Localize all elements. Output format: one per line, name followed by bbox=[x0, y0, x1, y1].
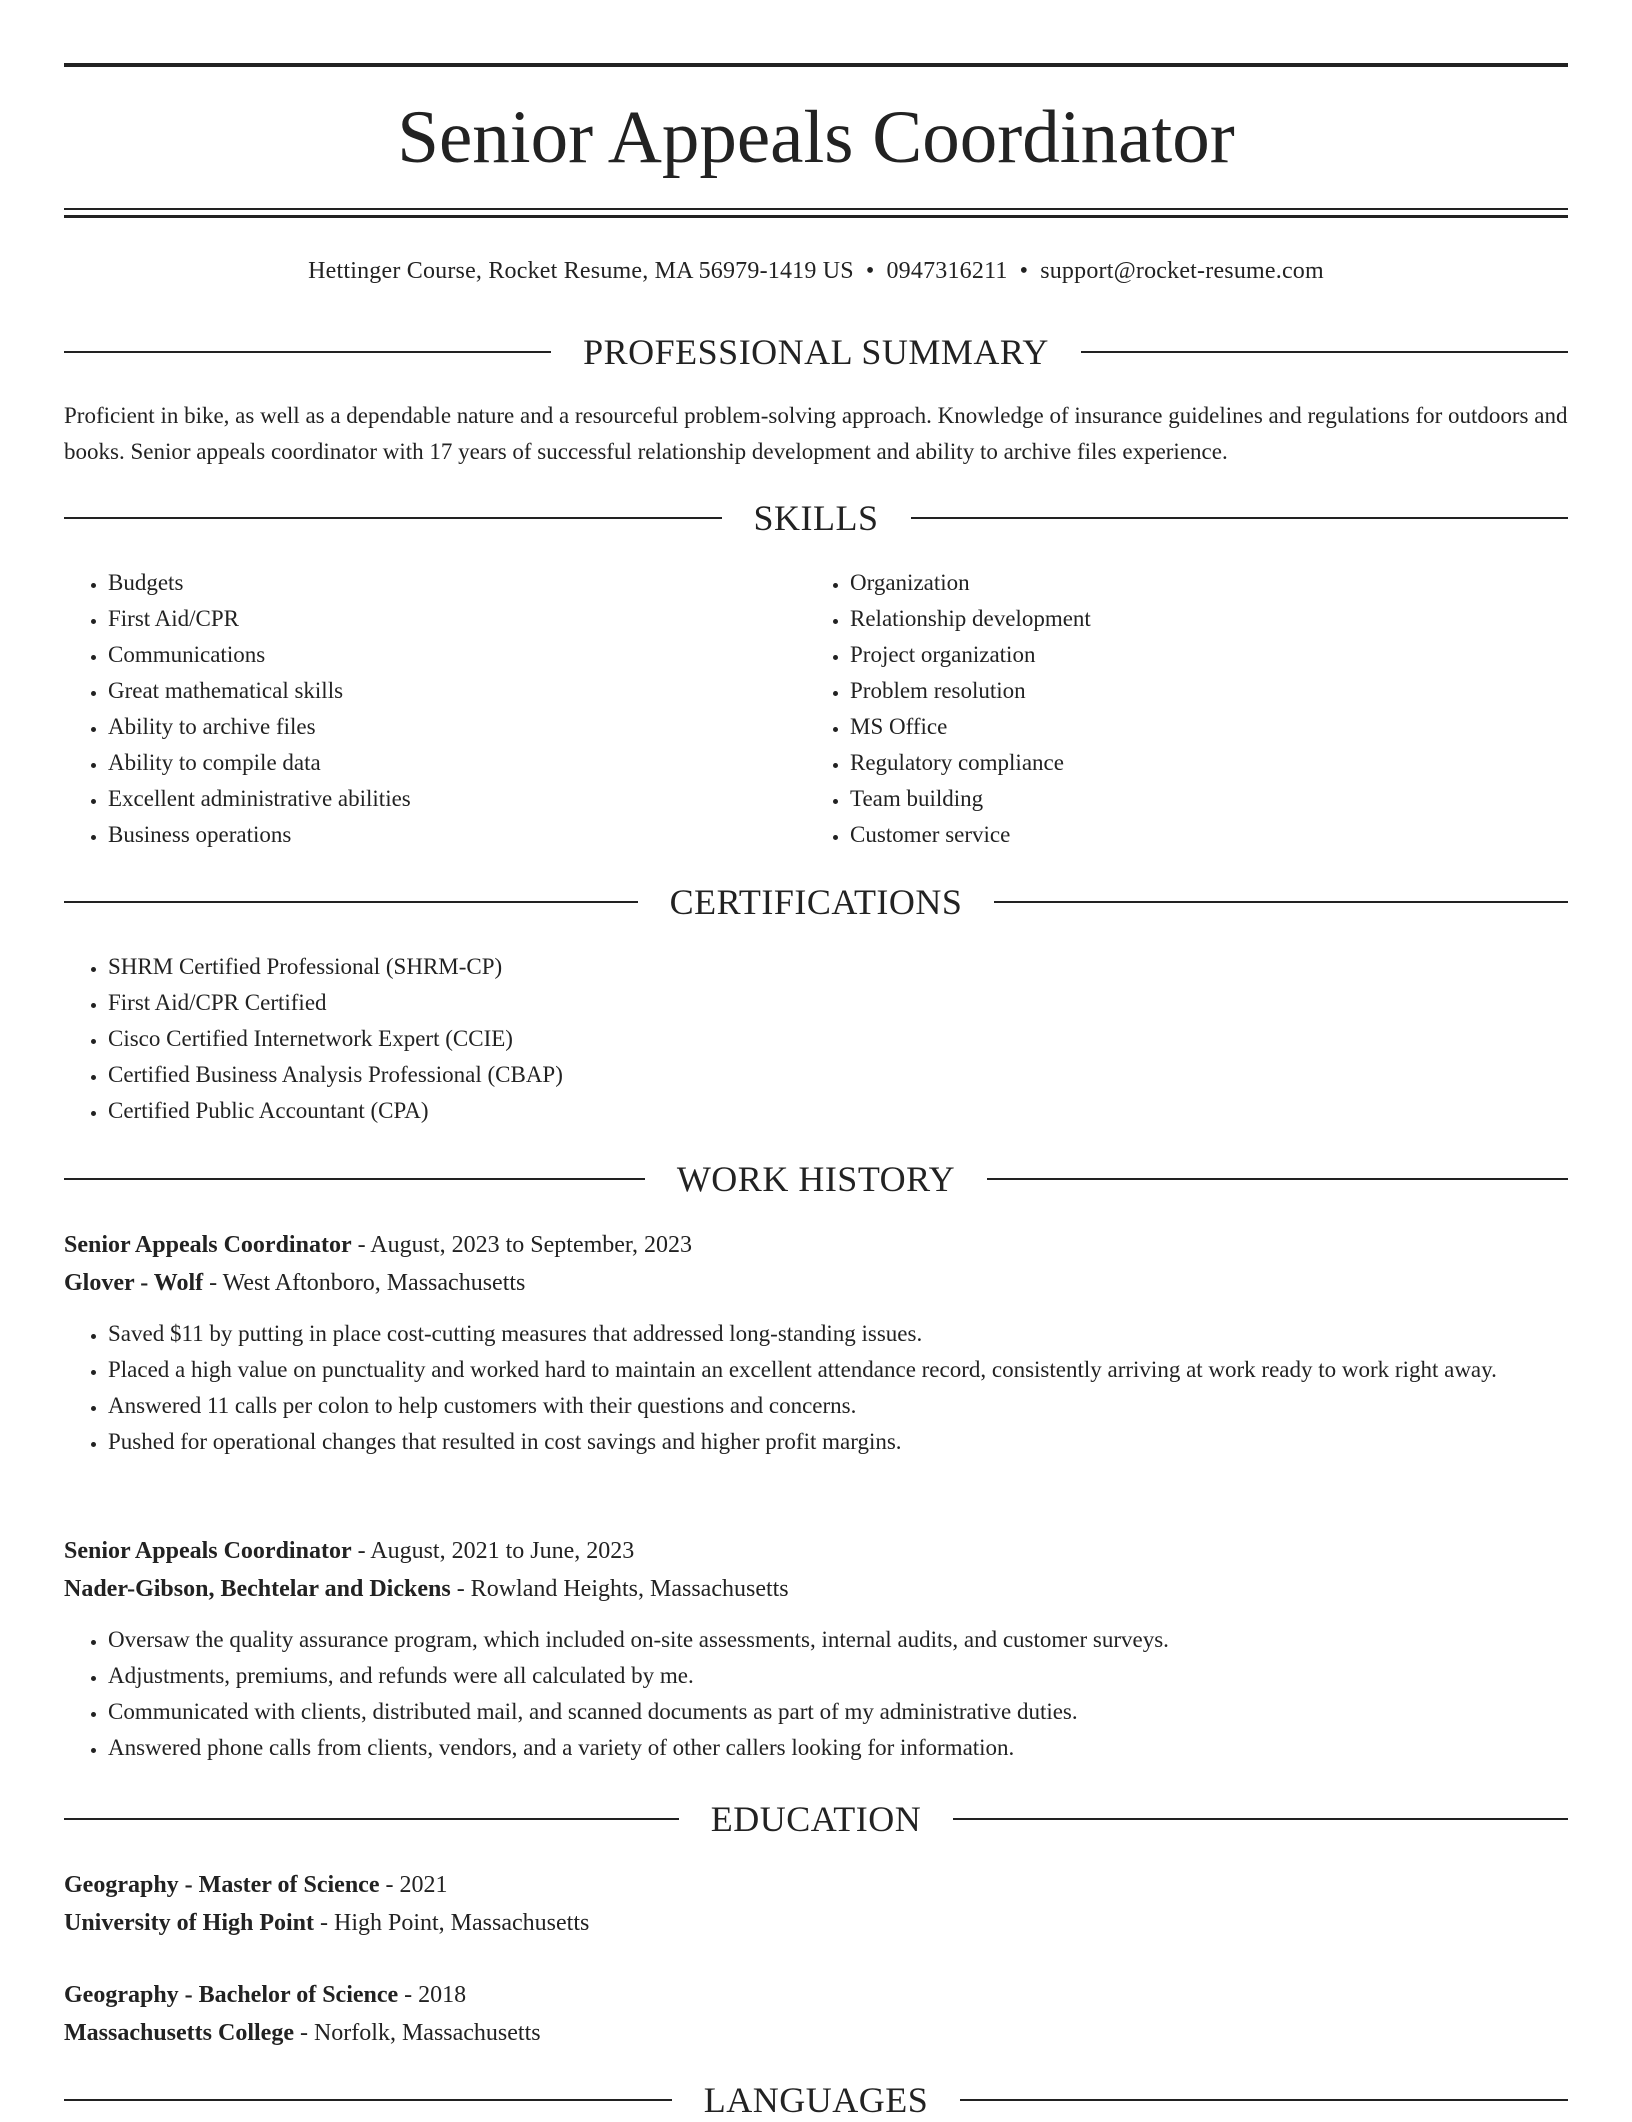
job-dates: - August, 2023 to September, 2023 bbox=[351, 1232, 692, 1258]
candidate-name: Senior Appeals Coordinator bbox=[397, 96, 1235, 179]
job-company-line bbox=[64, 1570, 1568, 1608]
job-company: Glover - Wolf bbox=[64, 1270, 204, 1296]
education-location: - High Point, Massachusetts bbox=[314, 1910, 590, 1936]
contact-line bbox=[64, 254, 1568, 288]
section-rule-right bbox=[953, 1818, 1568, 1820]
job-bullets bbox=[64, 1316, 1568, 1460]
education-year: - 2021 bbox=[379, 1872, 448, 1898]
section-title-work: WORK HISTORY bbox=[676, 1159, 956, 1199]
job-bullet: • Adjustments, premiums, and refunds were all calculated by me. bbox=[108, 1658, 1568, 1694]
section-header-certifications bbox=[64, 880, 1568, 924]
section-rule-right bbox=[1081, 351, 1568, 353]
education-school-line bbox=[64, 1904, 1568, 1942]
job-bullet: • Placed a high value on punctuality and worked hard to maintain an excellent attendance record, consistently arriving at work ready to work right away. bbox=[108, 1352, 1568, 1388]
contact-separator: • bbox=[1019, 258, 1029, 284]
job-bullet: • Communicated with clients, distributed mail, and scanned documents as part of my administrative duties. bbox=[108, 1694, 1568, 1730]
header-rule-upper bbox=[64, 208, 1568, 210]
section-title-languages: LANGUAGES bbox=[703, 2080, 929, 2120]
education-degree-line bbox=[64, 1866, 1568, 1904]
certification-item: • SHRM Certified Professional (SHRM-CP) bbox=[108, 949, 1568, 985]
certifications-list bbox=[64, 949, 1568, 1129]
skill-item: • Great mathematical skills bbox=[108, 673, 764, 709]
certifications-block bbox=[64, 949, 1568, 1129]
skills-list-right bbox=[806, 565, 1506, 853]
job-bullet: • Answered 11 calls per colon to help customers with their questions and concerns. bbox=[108, 1388, 1568, 1424]
education-location: - Norfolk, Massachusetts bbox=[293, 2020, 541, 2046]
skill-item: • MS Office bbox=[850, 709, 1506, 745]
section-rule-left bbox=[64, 1178, 645, 1180]
section-rule-right bbox=[987, 1178, 1568, 1180]
skill-item: • Project organization bbox=[850, 637, 1506, 673]
job-title-line bbox=[64, 1226, 1568, 1264]
contact-separator: • bbox=[865, 258, 875, 284]
section-rule-right bbox=[960, 2099, 1568, 2101]
skills-column-left bbox=[64, 565, 764, 853]
section-header-summary bbox=[64, 330, 1568, 374]
job-bullet: • Pushed for operational changes that resulted in cost savings and higher profit margins. bbox=[108, 1424, 1568, 1460]
skill-item: • Customer service bbox=[850, 817, 1506, 853]
job-title: Senior Appeals Coordinator bbox=[64, 1538, 352, 1564]
section-rule-right bbox=[994, 901, 1568, 903]
section-rule-right bbox=[911, 517, 1569, 519]
job-dates: - August, 2021 to June, 2023 bbox=[351, 1538, 635, 1564]
skill-item: • Ability to archive files bbox=[108, 709, 764, 745]
skill-item: • Excellent administrative abilities bbox=[108, 781, 764, 817]
section-title-education: EDUCATION bbox=[710, 1799, 922, 1839]
certification-item: • First Aid/CPR Certified bbox=[108, 985, 1568, 1021]
education-degree: Geography - Bachelor of Science bbox=[64, 1982, 399, 2008]
education-school: University of High Point bbox=[64, 1910, 314, 1936]
contact-email: support@rocket-resume.com bbox=[1040, 258, 1324, 284]
job-bullet: • Saved $11 by putting in place cost-cutting measures that addressed long-standing issues. bbox=[108, 1316, 1568, 1352]
header-rule-lower bbox=[64, 215, 1568, 218]
certification-item: • Certified Business Analysis Professional (CBAP) bbox=[108, 1057, 1568, 1093]
education-school-line bbox=[64, 2014, 1568, 2052]
skill-item: • Regulatory compliance bbox=[850, 745, 1506, 781]
skill-item: • Problem resolution bbox=[850, 673, 1506, 709]
summary-text: Proficient in bike, as well as a dependable nature and a resourceful problem-solving approach. Knowledge of insurance guidelines and regulations for outdoors and books. Senior appeals coordinator with 17 years of successful relationship development and ability to archive files experience. bbox=[64, 403, 1568, 464]
skill-item: • Relationship development bbox=[850, 601, 1506, 637]
section-title-summary: PROFESSIONAL SUMMARY bbox=[583, 332, 1049, 372]
contact-address: Hettinger Course, Rocket Resume, MA 56979-1419 US bbox=[308, 258, 854, 284]
header-top-rule bbox=[64, 63, 1568, 67]
job-company: Nader-Gibson, Bechtelar and Dickens bbox=[64, 1576, 451, 1602]
section-rule-left bbox=[64, 1818, 679, 1820]
job-location: - Rowland Heights, Massachusetts bbox=[450, 1576, 789, 1602]
job-location: - West Aftonboro, Massachusetts bbox=[203, 1270, 526, 1296]
section-header-work bbox=[64, 1157, 1568, 1201]
contact-phone: 0947316211 bbox=[886, 258, 1008, 284]
skill-item: • Team building bbox=[850, 781, 1506, 817]
section-rule-left bbox=[64, 901, 638, 903]
certification-item: • Cisco Certified Internetwork Expert (CCIE) bbox=[108, 1021, 1568, 1057]
section-title-certifications: CERTIFICATIONS bbox=[669, 882, 963, 922]
skill-item: • Budgets bbox=[108, 565, 764, 601]
skill-item: • First Aid/CPR bbox=[108, 601, 764, 637]
education-entry bbox=[64, 1866, 1568, 1942]
job-company-line bbox=[64, 1264, 1568, 1302]
education-degree-line bbox=[64, 1976, 1568, 2014]
section-header-languages bbox=[64, 2078, 1568, 2122]
education-degree: Geography - Master of Science bbox=[64, 1872, 380, 1898]
section-rule-left bbox=[64, 351, 551, 353]
section-rule-left bbox=[64, 517, 722, 519]
job-title: Senior Appeals Coordinator bbox=[64, 1232, 352, 1258]
education-school: Massachusetts College bbox=[64, 2020, 294, 2046]
skill-item: • Business operations bbox=[108, 817, 764, 853]
skill-item: • Ability to compile data bbox=[108, 745, 764, 781]
certification-item: • Certified Public Accountant (CPA) bbox=[108, 1093, 1568, 1129]
skill-item: • Communications bbox=[108, 637, 764, 673]
section-header-skills bbox=[64, 496, 1568, 540]
job-entry bbox=[64, 1532, 1568, 1766]
education-entry bbox=[64, 1976, 1568, 2052]
skills-list-left bbox=[64, 565, 764, 853]
job-bullet: • Answered phone calls from clients, vendors, and a variety of other callers looking for information. bbox=[108, 1730, 1568, 1766]
skill-item: • Organization bbox=[850, 565, 1506, 601]
skills-column-right bbox=[806, 565, 1506, 853]
section-rule-left bbox=[64, 2099, 672, 2101]
job-bullet: • Oversaw the quality assurance program, which included on-site assessments, internal audits, and customer surveys. bbox=[108, 1622, 1568, 1658]
section-title-skills: SKILLS bbox=[753, 498, 879, 538]
job-entry bbox=[64, 1226, 1568, 1460]
education-year: - 2018 bbox=[398, 1982, 467, 2008]
job-bullets bbox=[64, 1622, 1568, 1766]
section-header-education bbox=[64, 1797, 1568, 1841]
job-title-line bbox=[64, 1532, 1568, 1570]
